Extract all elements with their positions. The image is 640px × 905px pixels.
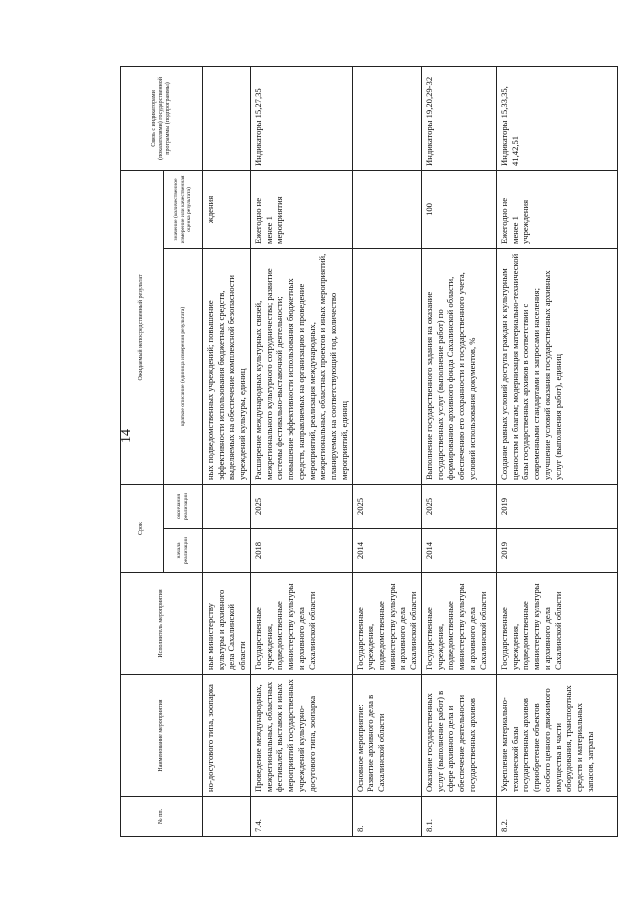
cell-link (203, 66, 251, 170)
cell-desc: ных подведомственных учреждений; повышение эффективности использования бюджетных средств, выделяемых на обеспечение комплексной безопасности учреждений культуры, единиц (203, 248, 251, 484)
cell-start: 2019 (496, 529, 617, 573)
cell-no (203, 797, 251, 837)
cell-link: Индикаторы 15,27,35 (250, 66, 352, 170)
table-row (496, 66, 617, 836)
cell-name: Укрепление материально-технической базы государственных архивов (приобретение объектов особого ценного движимого имущества в части оборудования, транспортных средств и материальных запасов, затраты (496, 675, 617, 797)
cell-desc: Создание равных условий доступа граждан к культурным ценностям и благам; модернизация материально-технической базы государственных архивов в соответствии с современными стандартами и запросами населения; улучшение условий оказания государственных архивных услуг (выполнения работ), единиц (496, 248, 617, 484)
rotated-table-area (120, 67, 595, 837)
cell-end (203, 484, 251, 528)
header-term-start: начала реализации (164, 529, 203, 573)
cell-desc (352, 248, 421, 484)
cell-executor: Государственные учреждения, подведомственные министерству культуры и архивного дела Сахалинской области (250, 573, 352, 675)
table-header-row (121, 66, 164, 836)
cell-name: Основное мероприятие: Развитие архивного дела в Сахалинской области (352, 675, 421, 797)
header-result-desc: краткое описание (единица измерения результата) (164, 248, 203, 484)
header-term-end: окончания реализации (164, 484, 203, 528)
header-name: Наименование мероприятия (121, 675, 203, 797)
cell-executor: Государственные учреждения, подведомственные министерству культуры и архивного дела Сахалинской области (352, 573, 421, 675)
header-result-value: значение (количественное измерение или качественная оценка результата) (164, 170, 203, 248)
cell-value: ждения (203, 170, 251, 248)
header-no: № пп. (121, 797, 203, 837)
header-result: Ожидаемый непосредственный результат (121, 170, 164, 484)
cell-link (352, 66, 421, 170)
cell-executor: Государственные учреждения, подведомственные министерству культуры и архивного дела Сахалинской области (496, 573, 617, 675)
cell-end: 2025 (421, 484, 496, 528)
cell-start: 2014 (421, 529, 496, 573)
activities-table (120, 66, 618, 837)
cell-no: 8.1. (421, 797, 496, 837)
cell-no: 7.4. (250, 797, 352, 837)
cell-name: но-досугового типа, зоопарка (203, 675, 251, 797)
cell-end: 2025 (250, 484, 352, 528)
page-number: 14 (119, 429, 134, 443)
cell-end: 2025 (352, 484, 421, 528)
cell-start (203, 529, 251, 573)
header-term: Срок (121, 484, 164, 572)
header-link: Связь с индикаторами (показателями) государственной программы (подпрограммы) (121, 66, 203, 170)
cell-executor: ные министерству культуры и архивного дела Сахалинской области (203, 573, 251, 675)
cell-start: 2018 (250, 529, 352, 573)
cell-link: Индикаторы 19,20,29-32 (421, 66, 496, 170)
table-row (421, 66, 496, 836)
table-row (203, 66, 251, 836)
cell-executor: Государственные учреждения, подведомственные министерству культуры и архивного дела Сахалинской области (421, 573, 496, 675)
cell-no: 8.2. (496, 797, 617, 837)
cell-start: 2014 (352, 529, 421, 573)
cell-value: 100 (421, 170, 496, 248)
cell-value (352, 170, 421, 248)
cell-desc: Расширение международных культурных связей, межрегионального культурного сотрудничества; развитие системы фестивально-выставочной деятельности; повышение эффективности использования бюджетных средств, направляемых на организацию и проведение мероприятий, реализация международных, межрегиональных, областных проектов и иных мероприятий, планируемых на соответствующий год, количество мероприятий, единиц (250, 248, 352, 484)
cell-value: Ежегодно не менее 1 учреждения (496, 170, 617, 248)
cell-end: 2019 (496, 484, 617, 528)
cell-name: Проведение международных, межрегиональных, областных фестивалей, выставок и иных мероприятий государственных учреждений культурно-досугового типа, зоопарка (250, 675, 352, 797)
cell-value: Ежегодно не менее 1 мероприятия (250, 170, 352, 248)
cell-link: Индикаторы 15,33,35, 41,42,51 (496, 66, 617, 170)
cell-name: Оказание государственных услуг (выполнение работ) в сфере архивного дела и обеспечение деятельности государственных архивов (421, 675, 496, 797)
header-executor: Исполнитель мероприятия (121, 573, 203, 675)
cell-desc: Выполнение государственного задания на оказание государственных услуг (выполнение работ) по формированию архивного фонда Сахалинской области, обеспечению его сохранности и государственного учета, условий использования документов, % (421, 248, 496, 484)
cell-no: 8. (352, 797, 421, 837)
table-row (352, 66, 421, 836)
table-row (250, 66, 352, 836)
